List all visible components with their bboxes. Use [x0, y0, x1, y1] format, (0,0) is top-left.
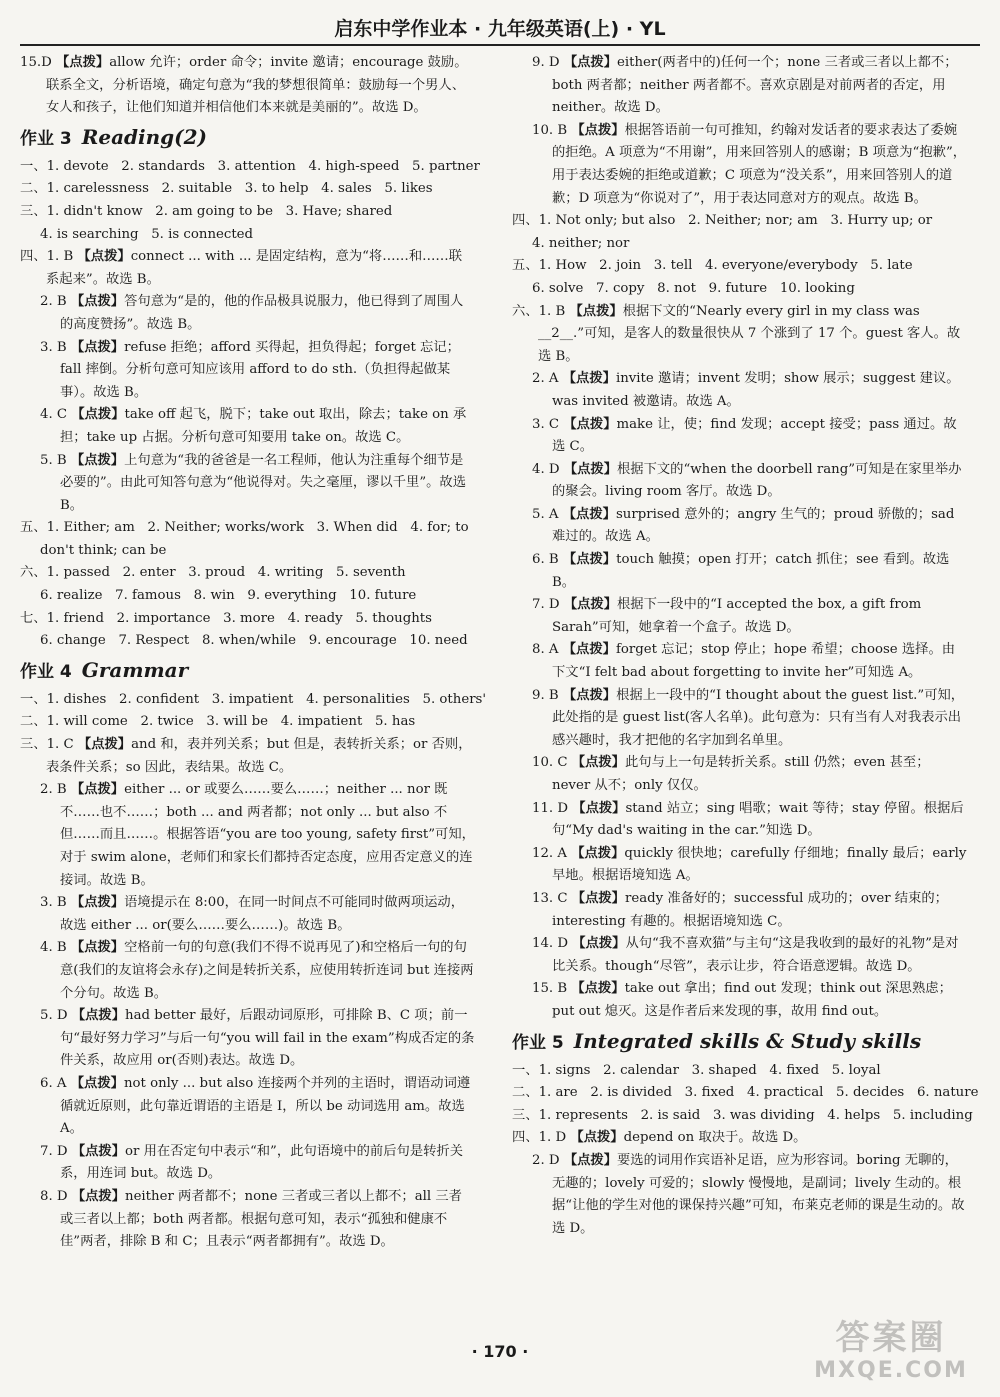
answer-number: 15. B: [532, 981, 568, 997]
hint-tag: 【点拨】: [562, 506, 616, 522]
answer-item: [20, 892, 475, 937]
answer-number: 10. C: [532, 755, 568, 771]
answer-item: [512, 594, 967, 639]
answer-row: 二、1. will come 2. twice 3. will be 4. impatient 5. has: [20, 714, 416, 730]
hint-tag: 【点拨】: [571, 890, 625, 906]
answer-row: 6. solve 7. copy 8. not 9. future 10. looking: [532, 280, 855, 296]
watermark-text: 答案圈: [835, 1318, 947, 1358]
hint-text: 根据下文的“Nearly every girl in my class was __2__.”可知，是客人的数量很快从 7 个涨到了 17 个。guest 客人。故选 B。: [538, 303, 961, 364]
answer-item: [512, 120, 967, 210]
hint-text: 根据答语前一句可推知，约翰对发话者的要求表达了委婉的拒绝。A 项意为“不用谢”，用来回答别人的感谢；B 项意为“抱歉”，用于表达委婉的拒绝或道歉；C 项意为“没关系”，用来回答别人的道歉；D 项意为“你说对了”，用于表达同意对方的观点。故选 B。: [552, 122, 967, 206]
answer-number: 2. A: [532, 371, 559, 387]
answer-row: 6. realize 7. famous 8. win 9. everything 10. future: [40, 588, 417, 604]
answer-row: 三、1. represents 2. is said 3. was dividing 4. helps 5. including: [512, 1107, 973, 1123]
hint-text: either(两者中的)任何一个；none 三者或三者以上都不；both 两者都；neither 两者都不。喜欢京剧是对前两者的否定，用 neither。故选 D。: [552, 55, 958, 116]
answer-item: [512, 1150, 967, 1240]
hint-tag: 【点拨】: [71, 1143, 125, 1159]
hint-tag: 【点拨】: [56, 55, 110, 70]
hint-tag: 【点拨】: [563, 1152, 617, 1168]
hint-tag: 【点拨】: [563, 597, 617, 613]
answer-item: [20, 1141, 475, 1186]
hint-text: touch 触摸；open 打开；catch 抓住；see 看到。故选 B。: [552, 552, 950, 590]
answer-row: 三、1. didn't know 2. am going to be 3. Have; shared: [20, 203, 393, 219]
answer-item: [512, 52, 967, 120]
hint-text: allow 允许；order 命令；invite 邀请；encourage 鼓励。联系全文，分析语境，确定句意为“我的梦想很简单：鼓励每一个男人、女人和孩子，让他们知道并相信他们本来就是美丽的”。故选 D。: [46, 55, 468, 116]
answer-row: 七、1. friend 2. importance 3. more 4. ready 5. thoughts: [20, 610, 432, 626]
hint-text: either ... or 或要么……要么……；neither ... nor 既不……也不……；both ... and 两者都；not only ... but also 不但……而且……。根据答语“you are too young, safety first”可知，对于 swim alone，老师们和家长们都持否定态度，应用否定意义的连接词。故选 B。: [60, 782, 475, 888]
answer-number: 6. A: [40, 1075, 67, 1091]
hint-tag: 【点拨】: [562, 687, 617, 703]
answer-number: 2. B: [40, 782, 67, 798]
answer-item: [20, 246, 475, 291]
answer-number: 7. D: [532, 597, 560, 613]
answer-item: [20, 404, 475, 449]
hint-text: surprised 意外的；angry 生气的；proud 骄傲的；sad 难过的。故选 A。: [552, 506, 955, 545]
answer-row: 4. neither; nor: [532, 235, 630, 251]
answer-row: 一、1. signs 2. calendar 3. shaped 4. fixed 5. loyal: [512, 1062, 881, 1078]
answer-item: [20, 1005, 475, 1073]
hint-tag: 【点拨】: [571, 981, 625, 997]
answer-row: 六、1. passed 2. enter 3. proud 4. writing 5. seventh: [20, 565, 406, 581]
answer-number: 11. D: [532, 800, 569, 816]
hint-tag: 【点拨】: [571, 755, 625, 771]
answer-number: 4. B: [40, 940, 67, 956]
hint-tag: 【点拨】: [569, 303, 623, 319]
answer-number: 3. B: [40, 339, 67, 355]
hint-tag: 【点拨】: [70, 940, 125, 956]
hint-tag: 【点拨】: [70, 339, 125, 355]
answer-number: 5. D: [40, 1008, 68, 1024]
answer-number: 四、1. B: [20, 249, 74, 265]
hint-tag: 【点拨】: [70, 895, 125, 911]
section-title: Grammar: [81, 657, 189, 682]
hint-text: 语境提示在 8:00，在同一时间点不可能同时做两项运动，故选 either ... or(要么……要么……)。故选 B。: [60, 895, 465, 933]
hint-tag: 【点拨】: [70, 294, 125, 310]
hint-tag: 【点拨】: [562, 371, 616, 387]
watermark-logo: [796, 1318, 986, 1392]
right-column: [512, 52, 979, 1240]
hint-text: ready 准备好的；successful 成功的；over 结束的；interesting 有趣的。根据语境知选 C。: [552, 890, 948, 929]
answer-item: [20, 52, 475, 120]
section-title: Reading(2): [81, 124, 208, 149]
hint-text: 答句意为“是的，他的作品极具说服力，他已得到了周围人的高度赞扬”。故选 B。: [60, 294, 464, 332]
answer-row: 一、1. dishes 2. confident 3. impatient 4. personalities 5. others': [20, 691, 487, 707]
answer-row: 五、1. Either; am 2. Neither; works/work 3. When did 4. for; to: [20, 520, 469, 536]
hint-tag: 【点拨】: [572, 936, 626, 952]
hint-tag: 【点拨】: [571, 122, 625, 138]
page-header: 启东中学作业本 · 九年级英语(上) · YL: [20, 14, 980, 46]
answer-number: 12. A: [532, 845, 567, 861]
answer-row: 四、1. Not only; but also 2. Neither; nor; am 3. Hurry up; or: [512, 213, 933, 229]
watermark-url: MXQE.COM: [814, 1358, 968, 1383]
hint-tag: 【点拨】: [71, 407, 125, 423]
answer-item: [512, 752, 967, 797]
answer-item: [512, 549, 967, 594]
hint-text: make 让，使；find 发现；accept 接受；pass 通过。故选 C。: [552, 416, 957, 455]
answer-row: 一、1. devote 2. standards 3. attention 4. high-speed 5. partner: [20, 158, 480, 174]
hint-text: 根据下文的“when the doorbell rang”可知是在家里举办的聚会。living room 客厅。故选 D。: [552, 461, 962, 500]
answer-item: [20, 734, 475, 779]
hint-tag: 【点拨】: [77, 737, 132, 753]
hint-tag: 【点拨】: [70, 1075, 124, 1091]
answer-item: [20, 1186, 475, 1254]
answer-number: 2. B: [40, 294, 67, 310]
section-title: Integrated skills & Study skills: [573, 1028, 922, 1053]
answer-item: [512, 639, 967, 684]
answer-item: [512, 301, 967, 369]
hint-text: 空格前一句的句意(我们不得不说再见了)和空格后一句的句意(我们的友谊将会永存)之间是转折关系，应使用转折连词 but 连接两个分句。故选 B。: [60, 940, 474, 1001]
hint-text: take off 起飞，脱下；take out 取出，除去；take on 承担；take up 占据。分析句意可知要用 take on。故选 C。: [60, 407, 467, 445]
answer-number: 5. B: [40, 452, 67, 468]
hint-tag: 【点拨】: [77, 249, 131, 265]
answer-item: [512, 685, 967, 753]
answer-item: [512, 414, 967, 459]
answer-row: don't think; can be: [40, 542, 167, 558]
answer-number: 8. A: [532, 642, 559, 658]
answer-number: 13. C: [532, 890, 568, 906]
answer-number: 7. D: [40, 1143, 68, 1159]
answer-item: [20, 1073, 475, 1141]
hint-text: neither 两者都不；none 三者或三者以上都不；all 三者或三者以上都；both 两者都。根据句意可知，表示“孤独和健康不佳”两者，排除 B 和 C；且表示“两者都拥有”。故选 D。: [60, 1188, 462, 1250]
left-column: [20, 52, 487, 1254]
answer-item: [20, 337, 475, 405]
hint-tag: 【点拨】: [570, 1130, 624, 1146]
hint-text: depend on 取决于。故选 D。: [623, 1130, 807, 1146]
hint-tag: 【点拨】: [70, 452, 125, 468]
hint-tag: 【点拨】: [562, 552, 617, 568]
section-heading: [512, 1028, 967, 1056]
answer-number: 四、1. D: [512, 1130, 567, 1146]
section-heading: [20, 657, 475, 685]
hint-tag: 【点拨】: [563, 55, 617, 70]
hint-text: 根据下一段中的“I accepted the box, a gift from Sarah”可知，她拿着一个盒子。故选 D。: [552, 597, 922, 635]
answer-number: 3. C: [532, 416, 560, 432]
answer-row: 五、1. How 2. join 3. tell 4. everyone/everybody 5. late: [512, 258, 913, 274]
answer-row: 4. is searching 5. is connected: [40, 226, 254, 242]
hint-text: not only ... but also 连接两个并列的主语时，谓语动词遵循就近原则，此句靠近谓语的主语是 I，所以 be 动词选用 am。故选 A。: [60, 1075, 471, 1137]
answer-number: 4. D: [532, 461, 560, 477]
answer-number: 三、1. C: [20, 737, 74, 753]
answer-item: [512, 978, 967, 1023]
hint-text: forget 忘记；stop 停止；hope 希望；choose 选择。由下文“I felt bad about forgetting to invite her”可知选 A。: [552, 642, 956, 681]
hint-tag: 【点拨】: [562, 642, 616, 658]
section-label: 作业 3: [20, 128, 72, 149]
answer-row: 6. change 7. Respect 8. when/while 9. encourage 10. need: [40, 633, 468, 649]
hint-text: take out 拿出；find out 发现；think out 深思熟虑；put out 熄灭。这是作者后来发现的事，故用 find out。: [552, 981, 952, 1019]
answer-number: 2. D: [532, 1152, 560, 1168]
answer-item: [512, 798, 967, 843]
answer-item: [20, 291, 475, 336]
hint-text: 从句“我不喜欢猫”与主句“这是我收到的最好的礼物”是对比关系。though“尽管”，表示让步，符合语意逻辑。故选 D。: [552, 936, 959, 974]
hint-tag: 【点拨】: [563, 461, 617, 477]
answer-item: [20, 937, 475, 1005]
answer-number: 3. B: [40, 895, 67, 911]
answer-row: 二、1. are 2. is divided 3. fixed 4. practical 5. decides 6. nature: [512, 1085, 979, 1101]
answer-item: [512, 933, 967, 978]
hint-tag: 【点拨】: [571, 845, 625, 861]
answer-number: 14. D: [532, 936, 569, 952]
hint-text: 上句意为“我的爸爸是一名工程师，他认为注重每个细节是必要的”。由此可知答句意为“他说得对。失之毫厘，谬以千里”。故选 B。: [60, 452, 467, 513]
hint-text: 根据上一段中的“I thought about the guest list.”可知，此处指的是 guest list(客人名单)。此句意为：只有当有人对我表示出感兴趣时，我才把他的名字加到名单里。: [552, 687, 965, 748]
hint-text: connect ... with ... 是固定结构，意为“将……和……联系起来”。故选 B。: [46, 249, 463, 287]
answer-number: 8. D: [40, 1188, 68, 1204]
answer-item: [512, 504, 967, 549]
section-label: 作业 4: [20, 661, 72, 682]
answer-number: 10. B: [532, 122, 568, 138]
hint-text: quickly 很快地；carefully 仔细地；finally 最后；early 早地。根据语境知选 A。: [552, 845, 967, 884]
answer-number: 6. B: [532, 552, 559, 568]
answer-number: 9. B: [532, 687, 559, 703]
answer-number: 六、1. B: [512, 303, 566, 319]
answer-item: [20, 779, 475, 892]
hint-tag: 【点拨】: [71, 1188, 125, 1204]
answer-item: [512, 459, 967, 504]
answer-item: [512, 888, 967, 933]
hint-text: and 和，表并列关系；but 但是，表转折关系；or 否则，表条件关系；so 因此，表结果。故选 C。: [46, 737, 472, 775]
section-heading: [20, 124, 475, 152]
answer-number: 9. D: [532, 55, 560, 70]
answer-item: [512, 1127, 967, 1150]
hint-tag: 【点拨】: [563, 416, 617, 432]
hint-tag: 【点拨】: [572, 800, 626, 816]
hint-tag: 【点拨】: [70, 782, 125, 798]
hint-tag: 【点拨】: [71, 1008, 125, 1024]
section-label: 作业 5: [512, 1032, 564, 1053]
hint-text: stand 站立；sing 唱歌；wait 等待；stay 停留。根据后句“My dad's waiting in the car.”知选 D。: [552, 800, 964, 839]
hint-text: 此句与上一句是转折关系。still 仍然；even 甚至；never 从不；only 仅仅。: [552, 755, 930, 793]
hint-text: 要选的词用作宾语补足语，应为形容词。boring 无聊的，无趣的；lovely 可爱的；slowly 慢慢地，是副词；lively 生动的。根据“让他的学生对他的课保持兴趣”可知，布莱克老师的课是生动的。故选 D。: [552, 1152, 965, 1236]
hint-text: invite 邀请；invent 发明；show 展示；suggest 建议。was invited 被邀请。故选 A。: [552, 371, 960, 409]
answer-item: [512, 843, 967, 888]
answer-number: 5. A: [532, 506, 559, 522]
page-number: · 170 ·: [471, 1342, 529, 1361]
answer-item: [20, 450, 475, 518]
answer-row: 二、1. carelessness 2. suitable 3. to help 4. sales 5. likes: [20, 181, 433, 197]
answer-number: 15.D: [20, 55, 52, 70]
answer-number: 4. C: [40, 407, 68, 423]
answer-item: [512, 368, 967, 413]
hint-text: or 用在否定句中表示“和”，此句语境中的前后句是转折关系，用连词 but。故选 D。: [60, 1143, 464, 1182]
hint-text: had better 最好，后跟动词原形，可排除 B、C 项；前一句“最好努力学习”与后一句“you will fail in the exam”构成否定的条件关系，故应用 or(否则)表达。故选 D。: [60, 1008, 475, 1069]
hint-text: refuse 拒绝；afford 买得起，担负得起；forget 忘记；fall 摔倒。分析句意可知应该用 afford to do sth.（负担得起做某事）。故选 B。: [60, 339, 460, 400]
